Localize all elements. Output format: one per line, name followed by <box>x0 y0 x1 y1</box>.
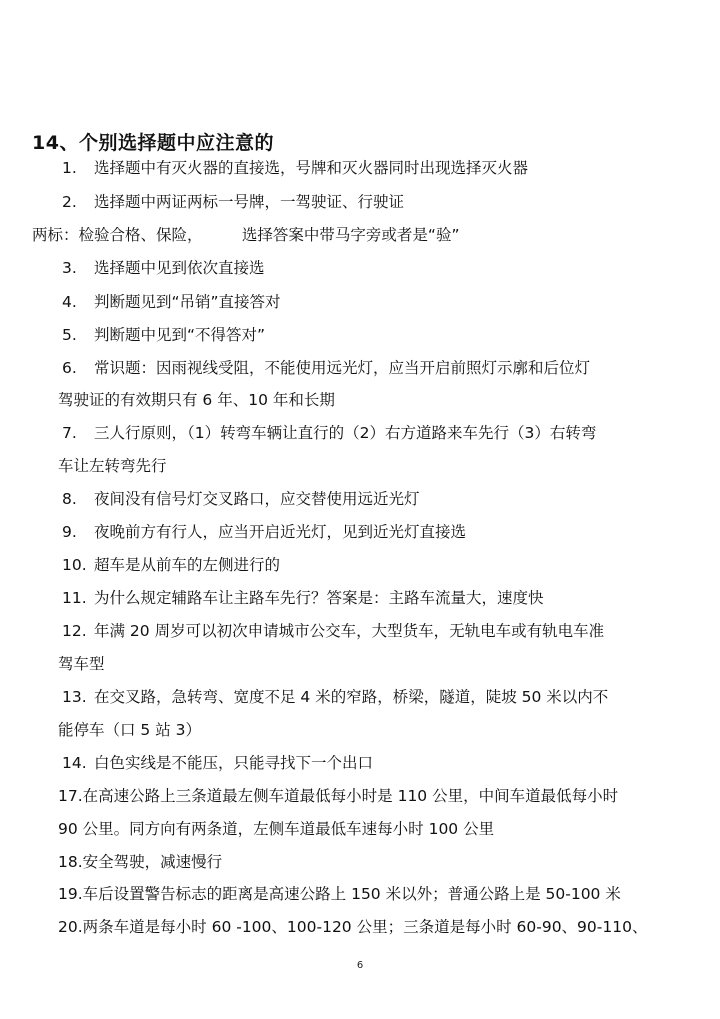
page-number: 6 <box>356 960 364 971</box>
item-text: 判断题中见到“不得答对” <box>94 326 266 344</box>
list-item <box>62 358 590 378</box>
list-item: 19.车后设置警告标志的距离是高速公路上 150 米以外；普通公路上是 50-100 米 <box>58 885 621 903</box>
list-item <box>62 555 280 575</box>
item-text: 判断题见到“吊销”直接答对 <box>94 293 281 311</box>
item-text: 三人行原则，（1）转弯车辆让直行的（2）右方道路来车先行（3）右转弯 <box>94 424 597 442</box>
item-number: 12. <box>62 622 87 640</box>
list-item <box>62 258 265 278</box>
item-number: 14. <box>62 754 87 772</box>
item-text: 夜晚前方有行人，应当开启近光灯，见到近光灯直接选 <box>94 523 467 541</box>
list-item: 17.在高速公路上三条道最左侧车道最低每小时是 110 公里，中间车道最低每小时 <box>58 787 619 805</box>
list-item <box>62 588 544 608</box>
list-item-continuation: 驾车型 <box>58 655 105 673</box>
item-number: 6. <box>62 359 77 377</box>
list-item <box>62 522 466 542</box>
section-heading: 14、个别选择题中应注意的 <box>32 132 274 154</box>
item-number: 11. <box>62 589 87 607</box>
list-item <box>62 192 404 212</box>
item-number: 7. <box>62 424 77 442</box>
list-item-continuation: 两标：检验合格、保险， 选择答案中带马字旁或者是“验” <box>32 226 460 244</box>
item-text: 夜间没有信号灯交叉路口，应交替使用远近光灯 <box>94 490 420 508</box>
list-item <box>62 423 596 443</box>
list-item-continuation: 车让左转弯先行 <box>58 457 167 475</box>
list-item-continuation: 90 公里。同方向有两条道，左侧车道最低车速每小时 100 公里 <box>58 820 495 838</box>
item-number: 1. <box>62 159 77 177</box>
item-number: 13. <box>62 688 87 706</box>
list-item <box>62 621 604 641</box>
list-item <box>62 489 420 509</box>
item-text: 选择题中两证两标一号牌，一驾驶证、行驶证 <box>94 193 405 211</box>
item-number: 8. <box>62 490 77 508</box>
item-text: 白色实线是不能压，只能寻找下一个出口 <box>94 754 374 772</box>
item-number: 10. <box>62 556 87 574</box>
list-item: 20.两条车道是每小时 60 -100、100-120 公里；三条道是每小时 60-90、90-110、 <box>58 918 648 936</box>
item-number: 5. <box>62 326 77 344</box>
item-text: 为什么规定辅路车让主路车先行？答案是：主路车流量大，速度快 <box>94 589 544 607</box>
list-item <box>62 753 373 773</box>
list-item-continuation: 驾驶证的有效期只有 6 年、10 年和长期 <box>58 391 335 409</box>
item-text: 超车是从前车的左侧进行的 <box>94 556 281 574</box>
item-text: 年满 20 周岁可以初次申请城市公交车，大型货车，无轨电车或有轨电车准 <box>94 622 605 640</box>
item-number: 3. <box>62 259 77 277</box>
item-text: 在交叉路，急转弯、宽度不足 4 米的窄路，桥梁，隧道，陡坡 50 米以内不 <box>94 688 609 706</box>
list-item <box>62 158 528 178</box>
list-item: 18.安全驾驶，减速慢行 <box>58 853 223 871</box>
item-number: 2. <box>62 193 77 211</box>
item-text: 选择题中有灭火器的直接选，号牌和灭火器同时出现选择灭火器 <box>94 159 529 177</box>
item-text: 常识题：因雨视线受阻，不能使用远光灯，应当开启前照灯示廓和后位灯 <box>94 359 591 377</box>
item-number: 4. <box>62 293 77 311</box>
item-text: 选择题中见到依次直接选 <box>94 259 265 277</box>
list-item-continuation: 能停车（口 5 站 3） <box>58 721 202 739</box>
list-item <box>62 325 265 345</box>
list-item <box>62 687 608 707</box>
item-number: 9. <box>62 523 77 541</box>
list-item <box>62 292 281 312</box>
